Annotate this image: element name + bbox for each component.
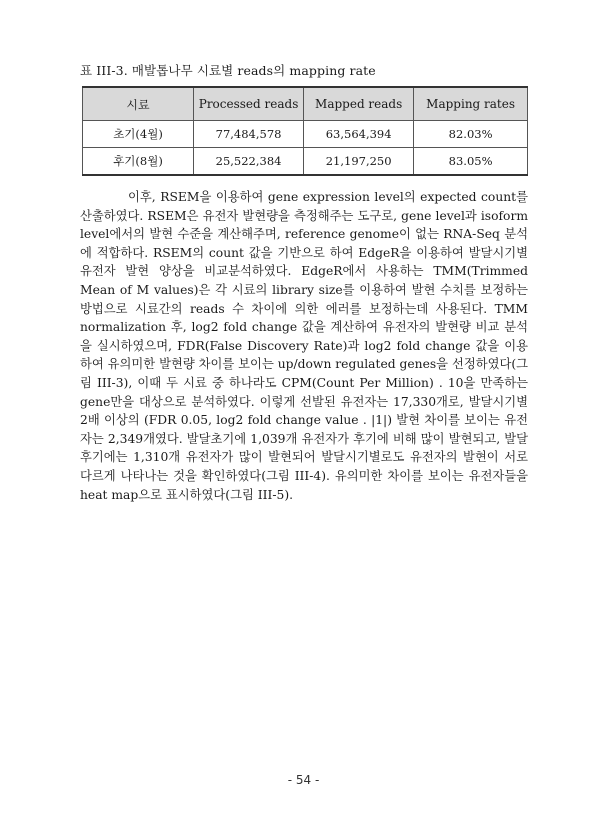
cell-mapping-rate: 82.03% xyxy=(414,121,528,148)
body-text xyxy=(80,188,528,504)
header-sample: 시료 xyxy=(83,87,194,121)
mapping-rate-table xyxy=(82,86,528,176)
cell-sample: 초기(4월) xyxy=(83,121,194,148)
cell-mapping-rate: 83.05% xyxy=(414,148,528,176)
header-mapping-rates: Mapping rates xyxy=(414,87,528,121)
table-caption: 표 III-3. 매발톱나무 시료별 reads의 mapping rate xyxy=(80,63,376,78)
header-processed-reads: Processed reads xyxy=(194,87,304,121)
body-paragraph: 이후, RSEM을 이용하여 gene expression level의 expected count를 산출하였다. RSEM은 유전자 발현량을 측정해주는 도구로, gene level과 isoform level에서의 발현 수준을 계산해주며, reference genome이 없는 RNA-Seq 분석에 적합하다. RSEM의 count 값을 기반으로 하여 EdgeR을 이용하여 발달시기별 유전자 발현 양상을 비교분석하였다. EdgeR에서 사용하는 TMM(Trimmed Mean of M values)은 각 시료의 library size를 이용하여 발현 수치를 보정하는 방법으로 시료간의 reads 수 차이에 의한 에러를 보정하는데 사용된다. TMM normalization 후, log2 fold change 값을 계산하여 유전자의 발현량 비교 분석을 실시하였으며, FDR(False Discovery Rate)과 log2 fold change 값을 이용하여 유의미한 발현량 차이를 보이는 up/down regulated genes을 선정하였다(그림 III-3), 이때 두 시료 중 하나라도 CPM(Count Per Million) . 10을 만족하는 gene만을 대상으로 분석하였다. 이렇게 선발된 유전자는 17,330개로, 발달시기별 2배 이상의 (FDR 0.05, log2 fold change value . |1|) 발현 차이를 보이는 유전자는 2,349개였다. 발달초기에 1,039개 유전자가 후기에 비해 많이 발현되고, 발달후기에는 1,310개 유전자가 많이 발현되어 발달시기별로도 유전자의 발현이 서로 다르게 나타나는 것을 확인하였다(그림 III-4). 유의미한 차이를 보이는 유전자들을 heat map으로 표시하였다(그림 III-5). xyxy=(80,190,529,502)
header-mapped-reads: Mapped reads xyxy=(304,87,414,121)
cell-processed-reads: 77,484,578 xyxy=(194,121,304,148)
cell-processed-reads: 25,522,384 xyxy=(194,148,304,176)
table-row xyxy=(83,121,528,148)
table-header-row xyxy=(83,87,528,121)
cell-mapped-reads: 21,197,250 xyxy=(304,148,414,176)
cell-mapped-reads: 63,564,394 xyxy=(304,121,414,148)
cell-sample: 후기(8월) xyxy=(83,148,194,176)
table-row xyxy=(83,148,528,176)
page-number: - 54 - xyxy=(287,773,320,787)
